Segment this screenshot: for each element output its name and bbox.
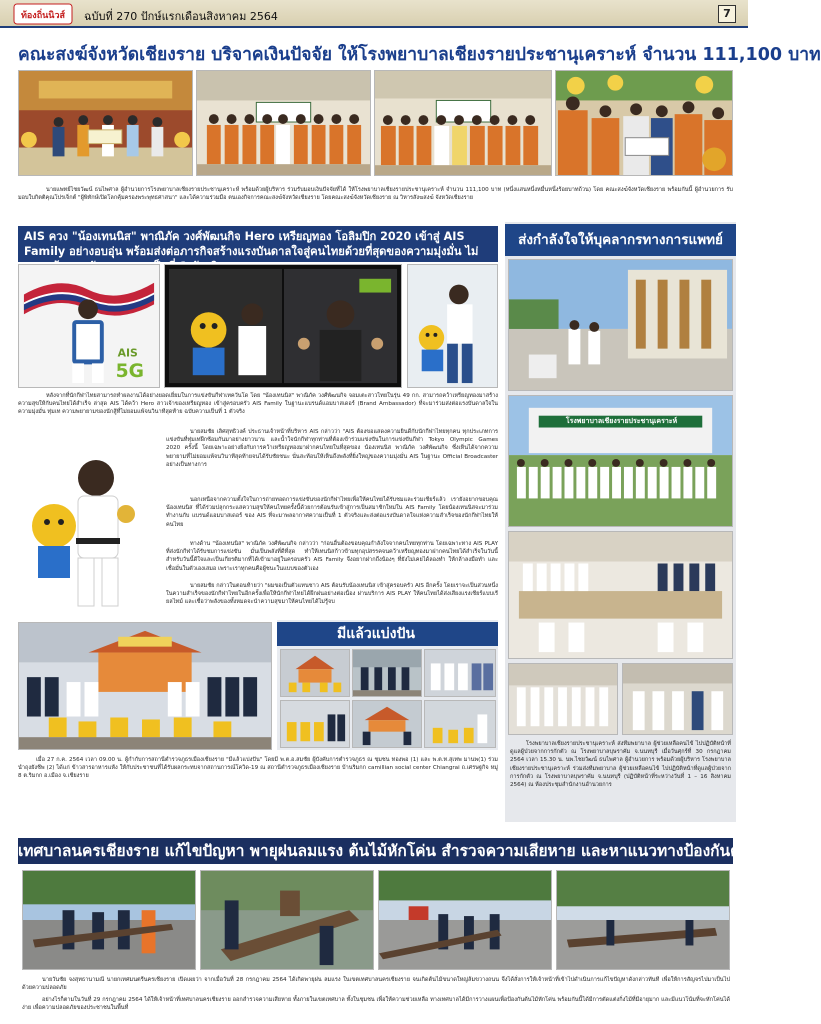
photo-medical-2	[508, 395, 733, 527]
photo-share-7	[424, 700, 496, 748]
photo-medical-4	[508, 663, 618, 735]
ais-paragraph-tennis: ทางด้าน "น้องเทนนิส" พาณิภัค วงศ์พัฒนกิจ กล่าวว่า "ก่อนอื่นต้องขอบคุณกำลังใจจากคนไทยทุกท่าน โดยเฉพาะทาง AIS PLAY ที่ส่งนักกีฬาได้รับชมการแข่งขัน มั่นเป็นพลังที่ดีที่สุด ทำให้เทนนิสก้าวข้ามทุกอุปสรรคจนคว้าเหรียญทองมาฝากคนไทยได้สำเร็จในวันนี้ สำหรับวันนี้ดีใจและเป็นเกียรติมากที่ได้เข้ามาอยู่ในครอบครัว AIS Family จึงอยากฝากถึงน้องๆ ที่ยังไม่เคยได้ลองทำ ให้กล้าลงมือทำ และเชื่อมั่นในตัวเองเสมอ เพราะเราทุกคนคือผู้ชนะในแบบของตัวเอง	[166, 541, 498, 572]
photo-share-large	[18, 622, 272, 750]
photo-storm-4	[556, 870, 730, 970]
ais-logo: AIS	[117, 346, 138, 360]
photo-storm-2	[200, 870, 374, 970]
photo-storm-3	[378, 870, 552, 970]
photo-share-2	[280, 649, 350, 697]
storm-headline: เทศบาลนครเชียงราย แก้ไขปัญหา พายุฝนลมแรง ต้นไม้หักโค่น สำรวจความเสียหาย และหาแนวทางป้องกันต่อไป	[18, 838, 733, 864]
photo-video-call	[164, 264, 402, 388]
photo-tennis-medal	[18, 428, 160, 610]
photo-medical-5	[622, 663, 733, 735]
page-number: 7	[718, 5, 736, 23]
photo-share-4	[424, 649, 496, 697]
photo-donation-2	[196, 70, 371, 176]
ais-paragraph-support: นอกเหนือจากความตั้งใจในการถ่ายทอดการแข่งขันของนักกีฬาไทยเพื่อให้คนไทยได้รับชมและร่วมเชียร์แล้ว เรายังอยากขอบคุณ น้องเทนนิส ที่ได้ร่วมปลุกกระแสความสุขให้คนไทยครั้งนี้ด้วยการต้อนรับเข้าสู่การเป็นสมาชิกใหม่ใน AIS Family โดยน้องเทนนิสจะมาร่วมทำงานกับ แบรนด์แอมบาสเดอร์ ของ AIS ที่จะมาพลอากาศความเป็นที่ 1 ตัวจริงและส่งต่อแรงบันดาลใจแห่งความสำเร็จของนักกีฬาไทยให้คนไทย	[166, 497, 498, 528]
hospital-sign: โรงพยาบาลเชียงรายประชานุเคราะห์	[565, 417, 678, 425]
masthead	[0, 0, 748, 28]
share-headline: มีแล้วแบ่งปัน	[277, 622, 498, 646]
photo-medical-3	[508, 531, 733, 659]
logo-text: ท้องถิ่นนิวส์	[20, 11, 66, 21]
photo-donation-1	[18, 70, 193, 176]
storm-paragraph-2: อย่างไรก็ตามในวันที่ 29 กรกฎาคม 2564 ได้ให้เจ้าหน้าที่เทศบาลนครเชียงราย ออกสำรวจความเสียหาย ทั้งภายในเขตเทศบาล ทั้งในชุมชน เพื่อให้ความช่วยเหลือ ทางเทศบาลได้มีการวางแผนเพื่อป้องกันต้นไม้หักโค่น พร้อมกันนี้ได้มีการตัดแต่งกิ่งไม้ที่มีอายุมาก และมีแนวโน้มที่จะหักโค่นได้ง่าย เพื่อความปลอดภัยของประชาชนในพื้นที่	[22, 997, 730, 1012]
newspaper-logo	[14, 4, 72, 24]
ais-headline: AIS ควง "น้องเทนนิส" พาณิภัค วงศ์พัฒนกิจ Hero เหรียญทอง โอลิมปิก 2020 เข้าสู่ AIS Family อย่างอบอุ่น พร้อมส่งต่อภารกิจสร้างแรงบันดาลใจสู่คนไทยด้วยที่สุดของความมุ่งมั่น ไม่ ป็นที่	[18, 226, 498, 262]
issue-line: ฉบับที่ 270 ปักษ์แรกเดือนสิงหาคม 2564	[84, 10, 278, 23]
share-caption: เมื่อ 27 ก.ค. 2564 เวลา 09.00 น. ผู้กำกับการสถานีตำรวจภูธรเมืองเชียงราย "มีแล้วแบ่งปัน" โดยมี พ.ต.อ.สมชัย ผู้บังคับการตำรวจภูธร ณ ชุมชน ทองพอ (1) และ พ.ต.ท.สุเทพ มานพ(1) ร่วมนำถุงยังชีพ (2) ได้แก่ ข้าวสารอาหารแห้ง ให้กับประชาชนที่ได้รับผลกระทบจากสถานการณ์โควิด-19 ณ สถานีตำรวจภูธรเมืองเชียงราย บ้านริมกก camillian social center Chiangrai ถ.เศรษฐกิจ หมู่ 8 ต.ริมกก อ.เมือง จ.เชียงราย	[18, 757, 498, 780]
photo-tennis-flag	[18, 264, 160, 388]
photo-donation-4	[555, 70, 733, 176]
photo-donation-3	[374, 70, 552, 176]
top-headline: คณะสงฆ์จังหวัดเชียงราย บริจาคเงินปัจจัย ให้โรงพยาบาลเชียงรายประชานุเคราะห์ จำนวน 111,100 บาท	[18, 45, 821, 65]
medical-caption: โรงพยาบาลเชียงรายประชานุเคราะห์ ส่งทีมพยาบาล ผู้ช่วยเหลือคนไข้ ไปปฏิบัติหน้าที่ดูแลผู้ป่วยจากการกักตัว ณ โรงพยาบาลบุษราคัม จ.นนทบุรี เมื่อวันศุกร์ที่ 30 กรกฎาคม 2564 เวลา 15.30 น. นพ.ไชยวัฒน์ ธนไพศาล ผู้อำนวยการ พร้อมด้วยผู้บริหาร โรงพยาบาลเชียงรายประชานุเคราะห์ ร่วมส่งทีมพยาบาล ผู้ช่วยเหลือคนไข้ ไปปฏิบัติหน้าที่ดูแลผู้ป่วยจากการกักตัว ณ โรงพยาบาลบุษราคัม จ.นนทบุรี (ปฏิบัติหน้าที่ระหว่างวันที่ 1 – 16 สิงหาคม 2564) ณ ห้องประชุมสำนักงานอำนวยการ	[510, 741, 731, 789]
ais-paragraph-intro: หลังจากที่นักกีฬาไทยสามารถทำผลงานได้อย่างยอดเยี่ยมในการแข่งขันกีฬาเทควันโด โดย "น้องเทนนิส" พาณิภัค วงศ์พัฒนกิจ จอมเตะสาวไทยในรุ่น 49 กก. สามารถคว้าเหรียญทองมาสร้างความสุขให้กับคนไทยได้สำเร็จ ล่าสุด AIS ได้คว้า Hero สาวเจ้าของเหรียญทอง เข้าสู่ครอบครัว AIS Family ในฐานะแบรนด์แอมบาสเดอร์ (Brand Ambassador) ที่จะมาร่วมส่งต่อแรงบันดาลใจในความมุ่งมั่น ทุ่มเท ความพยายามของนักสู้ที่ไม่ยอมแพ้จนวินาทีสุดท้าย ฉบับความเป็นที่ 1 ตัวจริง	[18, 393, 498, 416]
photo-share-5	[280, 700, 350, 748]
medical-headline: ส่งกำลังใจให้บุคลากรทางการแพทย์	[505, 224, 736, 256]
top-story-caption: นายแพทย์ไชยวัฒน์ ธนไพศาล ผู้อำนวยการโรงพยาบาลเชียงรายประชานุเคราะห์ พร้อมด้วยผู้บริหาร ร่วมรับมอบเงินปัจจัยที่ได้ ให้โรงพยาบาลเชียงรายประชานุเคราะห์ จำนวน 111,100 บาท (หนึ่งแสนหนึ่งหมื่นหนึ่งร้อยบาทถ้วน) โดย คณะสงฆ์จังหวัดเชียงราย พร้อมกันนี้ ผู้อำนวยการ รับมอบใบกิตติคุณโปรเจ็กต์ "ผู้พิทักษ์เปิดโลกคุ้มครองพระพุทธศาสนา" และได้ความร่วมมือ ตนเองกิจการคณะสงฆ์จังหวัดเชียงราย โดยคณะสงฆ์จังหวัดเชียงราย ณ วิหารสังฆสงฆ์ จังหวัดเชียงราย	[18, 187, 733, 202]
photo-storm-1	[22, 870, 196, 970]
photo-tennis-mascot	[407, 264, 498, 388]
photo-share-3	[352, 649, 422, 697]
storm-paragraph-1: นายวันชัย จงสุทธานามณี นายกเทศมนตรีนครเชียงราย เปิดเผยว่า จากเมื่อวันที่ 28 กรกฎาคม 2564 ได้เกิดพายุฝน ลมแรง ในเขตเทศบาลนครเชียงราย จนเกิดต้นไม้ขนาดใหญ่ล้มขวางถนน จึงได้สั่งการให้เจ้าหน้าที่เข้าไปดำเนินการแก้ไขปัญหาดังกล่าวทันที เพื่อให้การสัญจรไปมาเป็นไปด้วยความปลอดภัย	[22, 977, 730, 992]
5g-logo: 5G	[115, 361, 145, 383]
photo-share-6	[352, 700, 422, 748]
ais-paragraph-quote: นายสมชัย เลิศสุทธิวงค์ ประธานเจ้าหน้าที่บริหาร AIS กล่าวว่า "AIS ต้องขอแสดงความยินดีกับนักกีฬาไทยทุกคน ทุกประเภทการแข่งขันที่ทุ่มเทฝึกซ้อมกันมาอย่างยาวนาน และน้ำใจนักกีฬาทุกท่านที่ต้องเข้าร่วมแข่งขันในการแข่งขันกีฬา Tokyo Olympic Games 2020 ครั้งนี้ โดยเฉพาะอย่างยิ่งกับการคว้าเหรียญทองมาฝากคนไทยในที่สุดของ น้องเทนนิส พาณิภัค วงศ์พัฒนกิจ ซึ่งเห็นได้จากความพยายามที่ไม่ยอมแพ้จนวินาทีสุดท้ายจนได้รับชัยชนะ นั่นสะท้อนให้เห็นถึงพลังที่ยิ่งใหญ่ของความมุ่งมั่น AIS ในฐานะ Official Broadcaster อย่างเป็นทางการ	[166, 429, 498, 468]
photo-medical-1	[508, 259, 733, 391]
ais-paragraph-close: นายสมชัย กล่าวในตอนท้ายว่า "ผมขอเป็นตัวแทนชาว AIS ต้อนรับน้องเทนนิส เข้าสู่ครอบครัว AIS อีกครั้ง โดยเราจะเป็นส่วนหนึ่งในความสำเร็จของนักกีฬาไทยในอีกครั้งเพื่อให้นักกีฬาไทยได้ฝึกฝนอย่างต่อเนื่อง ผ่านบริการ AIS PLAY ให้คนไทยได้ส่งเสียงแรงเชียร์แบบเรียลไทม์ และเชื่อว่าพลังของทั้งหมดจะนำความสุขมาให้คนไทยได้ไม่รู้จบ	[166, 583, 498, 606]
